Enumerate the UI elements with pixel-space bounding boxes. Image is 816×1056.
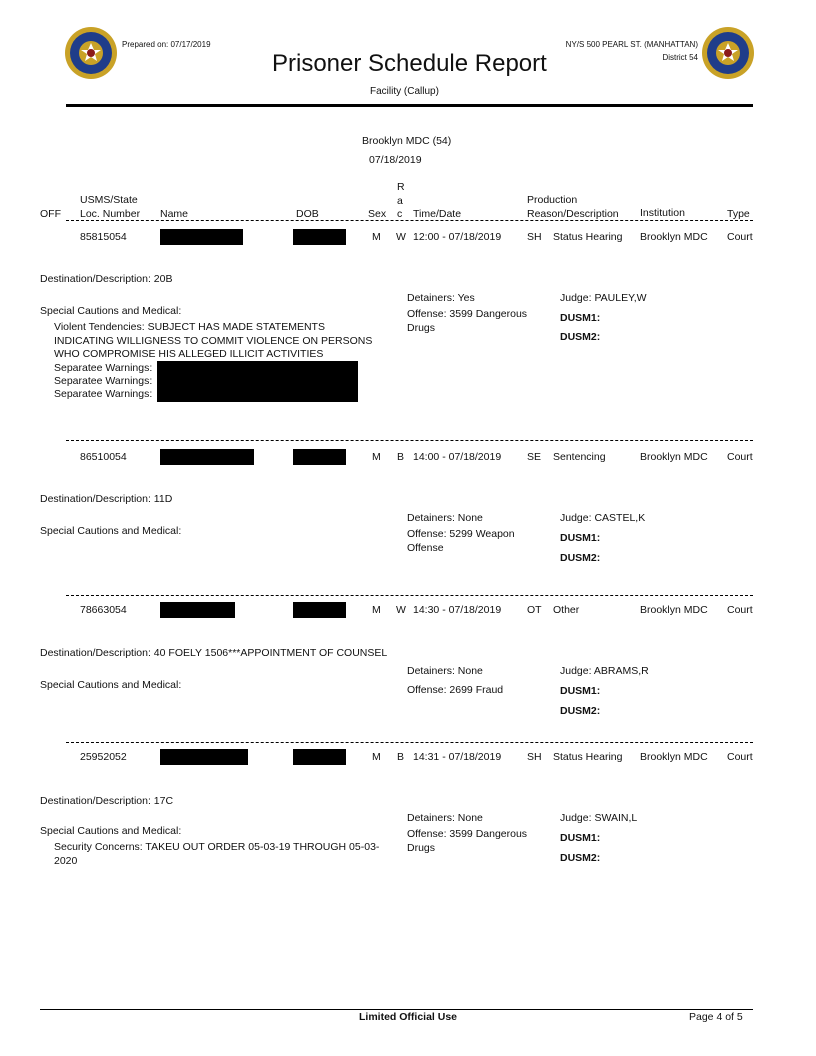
caution-note-line-2: INDICATING WILLIGNESS TO COMMIT VIOLENCE ON PERSONS	[54, 335, 373, 347]
col-race-c: c	[397, 208, 403, 220]
destination: Destination/Description: 40 FOELY 1506***APPOINTMENT OF COUNSEL	[40, 647, 388, 659]
report-title: Prisoner Schedule Report	[272, 50, 547, 77]
facility-date: 07/18/2019	[369, 154, 422, 166]
separatee-warning-1: Separatee Warnings:	[54, 362, 153, 374]
production-reason: Sentencing	[553, 451, 606, 463]
race-value: B	[397, 451, 405, 463]
institution-value: Brooklyn MDC	[640, 231, 708, 243]
time-date-value: 12:00 - 07/18/2019	[413, 231, 502, 243]
caution-note-line-1: Violent Tendencies: SUBJECT HAS MADE STATEMENTS	[54, 321, 325, 333]
dusm2-label: DUSM2:	[560, 331, 601, 343]
race-value: W	[396, 231, 406, 243]
redacted-name	[160, 749, 248, 765]
sex-value: M	[372, 604, 381, 616]
institution-value: Brooklyn MDC	[640, 451, 708, 463]
detainers: Detainers: None	[407, 512, 483, 524]
col-race-r: R	[397, 181, 405, 193]
footer-rule	[40, 1009, 753, 1010]
destination: Destination/Description: 17C	[40, 795, 174, 807]
header-underline	[66, 220, 753, 221]
redacted-dob	[293, 749, 346, 765]
district-number: District 54	[662, 53, 698, 62]
col-institution: Institution	[640, 207, 685, 219]
dusm2-label: DUSM2:	[560, 705, 601, 717]
race-value: W	[396, 604, 406, 616]
redacted-dob	[293, 229, 346, 245]
production-reason: Other	[553, 604, 580, 616]
caution-note-line-2: 2020	[54, 855, 78, 867]
dusm1-label: DUSM1:	[560, 312, 601, 324]
caution-note-line-3: WHO COMPROMISE HIS ALLEGED ILLICIT ACTIVITIES	[54, 348, 324, 360]
report-subtitle: Facility (Callup)	[370, 86, 439, 97]
offense-line-1: Offense: 2699 Fraud	[407, 684, 504, 696]
redacted-dob	[293, 602, 346, 618]
detainers: Detainers: Yes	[407, 292, 475, 304]
col-off: OFF	[40, 208, 61, 220]
dusm2-label: DUSM2:	[560, 552, 601, 564]
judge: Judge: SWAIN,L	[560, 812, 638, 824]
special-cautions-label: Special Cautions and Medical:	[40, 825, 182, 837]
judge: Judge: PAULEY,W	[560, 292, 647, 304]
header-rule	[66, 104, 753, 107]
type-value: Court	[727, 604, 753, 616]
redacted-name	[160, 449, 254, 465]
record-separator-3	[66, 742, 753, 743]
dusm2-label: DUSM2:	[560, 852, 601, 864]
record-separator-1	[66, 440, 753, 441]
redacted-separatee	[157, 361, 358, 402]
usms-seal-left-icon	[64, 26, 118, 80]
facility-name: Brooklyn MDC (54)	[362, 135, 452, 147]
col-name: Name	[160, 208, 189, 220]
judge: Judge: CASTEL,K	[560, 512, 646, 524]
footer-classification: Limited Official Use	[359, 1011, 458, 1023]
redacted-dob	[293, 449, 346, 465]
separatee-warning-3: Separatee Warnings:	[54, 388, 153, 400]
offense-line-1: Offense: 3599 Dangerous	[407, 308, 528, 320]
institution-value: Brooklyn MDC	[640, 751, 708, 763]
offense-line-2: Drugs	[407, 842, 436, 854]
type-value: Court	[727, 751, 753, 763]
judge: Judge: ABRAMS,R	[560, 665, 649, 677]
race-value: B	[397, 751, 405, 763]
col-time-date: Time/Date	[413, 208, 462, 220]
special-cautions-label: Special Cautions and Medical:	[40, 679, 182, 691]
dusm1-label: DUSM1:	[560, 685, 601, 697]
col-sex: Sex	[368, 208, 387, 220]
usms-number: 85815054	[80, 231, 127, 243]
col-production-2: Reason/Description	[527, 208, 619, 220]
time-date-value: 14:30 - 07/18/2019	[413, 604, 502, 616]
col-dob: DOB	[296, 208, 319, 220]
sex-value: M	[372, 231, 381, 243]
production-code: SE	[527, 451, 542, 463]
usms-number: 78663054	[80, 604, 127, 616]
time-date-value: 14:31 - 07/18/2019	[413, 751, 502, 763]
production-reason: Status Hearing	[553, 231, 623, 243]
production-code: SH	[527, 751, 542, 763]
special-cautions-label: Special Cautions and Medical:	[40, 305, 182, 317]
page-number: Page 4 of 5	[689, 1011, 743, 1023]
type-value: Court	[727, 451, 753, 463]
col-type: Type	[727, 208, 750, 220]
col-production-1: Production	[527, 194, 578, 206]
offense-line-2: Drugs	[407, 322, 436, 334]
district-address: NY/S 500 PEARL ST. (MANHATTAN)	[565, 40, 698, 49]
usms-number: 25952052	[80, 751, 127, 763]
detainers: Detainers: None	[407, 812, 483, 824]
col-usms-2: Loc. Number	[80, 208, 141, 220]
separatee-warning-2: Separatee Warnings:	[54, 375, 153, 387]
sex-value: M	[372, 751, 381, 763]
usms-seal-right-icon	[701, 26, 755, 80]
dusm1-label: DUSM1:	[560, 532, 601, 544]
usms-number: 86510054	[80, 451, 127, 463]
record-separator-2	[66, 595, 753, 596]
production-reason: Status Hearing	[553, 751, 623, 763]
special-cautions-label: Special Cautions and Medical:	[40, 525, 182, 537]
col-usms-1: USMS/State	[80, 194, 138, 206]
dusm1-label: DUSM1:	[560, 832, 601, 844]
destination: Destination/Description: 20B	[40, 273, 173, 285]
sex-value: M	[372, 451, 381, 463]
redacted-name	[160, 229, 243, 245]
production-code: OT	[527, 604, 542, 616]
institution-value: Brooklyn MDC	[640, 604, 708, 616]
prepared-on: Prepared on: 07/17/2019	[122, 40, 211, 49]
destination: Destination/Description: 11D	[40, 493, 173, 505]
offense-line-1: Offense: 5299 Weapon	[407, 528, 515, 540]
col-race-a: a	[397, 195, 403, 207]
time-date-value: 14:00 - 07/18/2019	[413, 451, 502, 463]
caution-note-line-1: Security Concerns: TAKEU OUT ORDER 05-03-19 THROUGH 05-03-	[54, 841, 380, 853]
type-value: Court	[727, 231, 753, 243]
detainers: Detainers: None	[407, 665, 483, 677]
offense-line-2: Offense	[407, 542, 444, 554]
production-code: SH	[527, 231, 542, 243]
offense-line-1: Offense: 3599 Dangerous	[407, 828, 528, 840]
redacted-name	[160, 602, 235, 618]
